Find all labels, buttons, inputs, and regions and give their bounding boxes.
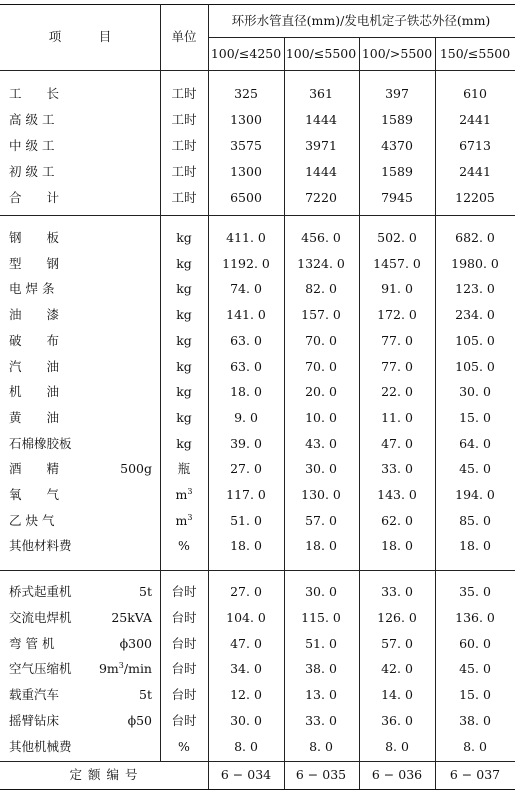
machine-section-rule	[0, 761, 515, 762]
row-value: 2441	[459, 112, 491, 127]
row-name: 合 计	[9, 190, 60, 205]
row-unit: kg	[176, 230, 192, 245]
row-value: 502. 0	[377, 230, 417, 245]
row-value: 104. 0	[226, 609, 266, 625]
row-value: 35. 0	[459, 584, 491, 599]
row-value: 60. 0	[459, 635, 491, 651]
row-unit: 工时	[171, 86, 197, 101]
row-value: 141. 0	[226, 307, 266, 323]
row-value: 7220	[305, 190, 337, 205]
col-header-3: 100/>5500	[361, 46, 433, 61]
row-item	[9, 488, 152, 502]
row-value: 27. 0	[230, 584, 262, 599]
row-value: 143. 0	[377, 487, 417, 502]
row-value: 77. 0	[381, 332, 413, 348]
row-name: 油 漆	[9, 307, 60, 323]
row-item	[9, 514, 152, 528]
row-value: 12205	[455, 190, 495, 205]
row-unit: 工时	[171, 138, 197, 153]
row-value: 234. 0	[455, 307, 495, 323]
row-name: 钢 板	[9, 230, 60, 245]
top-border	[0, 4, 515, 5]
row-value: 30. 0	[459, 384, 491, 400]
row-name: 电 焊 条	[9, 281, 55, 297]
row-unit: kg	[176, 358, 192, 374]
row-spec: 5t	[139, 687, 152, 703]
row-value: 38. 0	[459, 713, 491, 728]
row-item	[9, 113, 152, 127]
material-section-rule	[0, 570, 515, 571]
row-value: 85. 0	[459, 512, 491, 528]
row-item	[9, 637, 152, 651]
row-value: 51. 0	[230, 512, 262, 528]
row-name: 其他机械费	[9, 738, 72, 754]
row-spec: 500g	[120, 461, 152, 477]
row-value: 22. 0	[381, 384, 413, 400]
row-value: 15. 0	[459, 687, 491, 703]
col-rule-unit	[208, 4, 209, 789]
row-value: 8. 0	[385, 738, 409, 754]
row-value: 42. 0	[381, 661, 413, 677]
row-item	[9, 437, 152, 451]
row-value: 62. 0	[381, 512, 413, 528]
header-bottom-rule	[0, 70, 515, 71]
row-value: 91. 0	[381, 281, 413, 297]
row-unit: 台时	[171, 609, 197, 625]
row-unit: kg	[176, 384, 192, 400]
row-item	[9, 662, 152, 676]
row-name: 黄 油	[9, 409, 60, 425]
row-unit: 瓶	[177, 461, 191, 477]
row-value: 45. 0	[459, 661, 491, 677]
row-unit: %	[178, 738, 190, 754]
row-spec: 25kVA	[111, 609, 152, 625]
row-value: 47. 0	[381, 435, 413, 451]
row-value: 397	[385, 86, 409, 101]
row-name: 其他材料费	[9, 538, 72, 554]
col-header-1: 100/≤4250	[210, 46, 282, 61]
row-unit: kg	[176, 307, 192, 323]
col-rule-2	[359, 37, 360, 789]
row-value: 12. 0	[230, 687, 262, 703]
row-unit: 工时	[171, 164, 197, 179]
col-header-2: 100/≤5500	[285, 46, 357, 61]
row-value: 1980. 0	[451, 255, 499, 271]
row-unit: 台时	[171, 584, 197, 599]
row-value: 9. 0	[234, 409, 258, 425]
row-item	[9, 334, 152, 348]
row-name: 摇臂钻床	[9, 713, 60, 728]
row-item	[9, 539, 152, 553]
row-value: 63. 0	[230, 358, 262, 374]
row-item	[9, 740, 152, 754]
row-item	[9, 191, 152, 205]
row-spec: 5t	[139, 584, 152, 599]
row-value: 1457. 0	[373, 255, 421, 271]
row-value: 64. 0	[459, 435, 491, 451]
row-value: 105. 0	[455, 332, 495, 348]
row-unit: 台时	[171, 661, 197, 677]
row-value: 63. 0	[230, 332, 262, 348]
row-value: 2441	[459, 164, 491, 179]
row-value: 33. 0	[381, 584, 413, 599]
row-spec: ϕ50	[127, 713, 152, 728]
row-value: 70. 0	[305, 332, 337, 348]
row-unit: kg	[176, 409, 192, 425]
row-value: 130. 0	[301, 487, 341, 502]
row-value: 14. 0	[381, 687, 413, 703]
row-unit: $m^3$	[175, 512, 193, 528]
col-rule-1	[284, 37, 285, 789]
row-value: 4370	[381, 138, 413, 153]
row-item	[9, 257, 152, 271]
row-value: 47. 0	[230, 635, 262, 651]
row-name: 中 级 工	[9, 138, 55, 153]
row-spec: $9m^3/\min$	[98, 661, 152, 677]
row-value: 1300	[230, 112, 262, 127]
row-value: 1589	[381, 164, 413, 179]
row-value: 411. 0	[226, 230, 266, 245]
row-name: 弯 管 机	[9, 635, 55, 651]
row-name: 汽 油	[9, 358, 60, 374]
row-value: 38. 0	[305, 661, 337, 677]
row-value: 30. 0	[305, 461, 337, 477]
unit-header: 单位	[171, 29, 197, 44]
row-value: 172. 0	[377, 307, 417, 323]
row-spec: ϕ300	[119, 635, 152, 651]
row-item	[9, 585, 152, 599]
row-value: 361	[309, 86, 333, 101]
row-unit: 工时	[171, 190, 197, 205]
row-value: 36. 0	[381, 713, 413, 728]
row-value: 136. 0	[455, 609, 495, 625]
row-value: 123. 0	[455, 281, 495, 297]
row-value: 117. 0	[226, 487, 266, 502]
row-name: 乙 炔 气	[9, 512, 55, 528]
row-item	[9, 282, 152, 296]
col-rule-3	[435, 37, 436, 789]
row-value: 39. 0	[230, 435, 262, 451]
row-name: 型 钢	[9, 255, 60, 271]
row-item	[9, 611, 152, 625]
row-value: 77. 0	[381, 358, 413, 374]
row-value: 1300	[230, 164, 262, 179]
row-value: 610	[463, 86, 487, 101]
row-value: 11. 0	[381, 409, 413, 425]
col-header-4: 150/≤5500	[439, 46, 511, 61]
row-value: 43. 0	[305, 435, 337, 451]
row-value: 57. 0	[305, 512, 337, 528]
row-name: 空气压缩机	[9, 661, 72, 677]
row-name: 桥式起重机	[9, 584, 72, 599]
row-name: 酒 精	[9, 461, 60, 477]
row-item	[9, 411, 152, 425]
quota-code-1: 6 − 034	[220, 767, 272, 782]
row-value: 18. 0	[230, 384, 262, 400]
row-unit: 工时	[171, 112, 197, 127]
row-unit: kg	[176, 435, 192, 451]
row-value: 20. 0	[305, 384, 337, 400]
quota-code-4: 6 − 037	[449, 767, 501, 782]
quota-code-3: 6 − 036	[371, 767, 423, 782]
row-value: 456. 0	[301, 230, 341, 245]
row-unit: 台时	[171, 687, 197, 703]
row-value: 115. 0	[301, 609, 341, 625]
labor-section-rule	[0, 215, 515, 216]
row-unit: 台时	[171, 713, 197, 728]
row-name: 石棉橡胶板	[9, 435, 72, 451]
row-value: 1589	[381, 112, 413, 127]
header-subrule	[208, 37, 515, 38]
row-item	[9, 462, 152, 476]
quota-number-label: 定 额 编 号	[69, 767, 139, 782]
row-value: 3971	[305, 138, 337, 153]
row-value: 105. 0	[455, 358, 495, 374]
row-value: 18. 0	[459, 538, 491, 554]
row-unit: kg	[176, 281, 192, 297]
row-value: 45. 0	[459, 461, 491, 477]
row-name: 机 油	[9, 384, 60, 400]
row-name: 载重汽车	[9, 687, 60, 703]
row-item	[9, 165, 152, 179]
row-value: 10. 0	[305, 409, 337, 425]
row-value: 325	[234, 86, 258, 101]
row-value: 30. 0	[230, 713, 262, 728]
row-unit: $m^3$	[175, 486, 193, 502]
row-unit: kg	[176, 255, 192, 271]
row-name: 破 布	[9, 332, 60, 348]
row-value: 8. 0	[234, 738, 258, 754]
row-value: 1444	[305, 112, 337, 127]
row-value: 18. 0	[305, 538, 337, 554]
row-value: 1444	[305, 164, 337, 179]
row-item	[9, 360, 152, 374]
row-value: 27. 0	[230, 461, 262, 477]
row-value: 6713	[459, 138, 491, 153]
row-name: 工 长	[9, 86, 60, 101]
quota-code-2: 6 − 035	[295, 767, 347, 782]
row-value: 194. 0	[455, 487, 495, 502]
row-value: 13. 0	[305, 687, 337, 703]
row-item	[9, 308, 152, 322]
row-value: 30. 0	[305, 584, 337, 599]
row-value: 15. 0	[459, 409, 491, 425]
row-value: 3575	[230, 138, 262, 153]
row-value: 7945	[381, 190, 413, 205]
row-value: 126. 0	[377, 609, 417, 625]
row-value: 1324. 0	[297, 255, 345, 271]
row-value: 157. 0	[301, 307, 341, 323]
row-value: 33. 0	[381, 461, 413, 477]
row-item	[9, 231, 152, 245]
row-name: 初 级 工	[9, 164, 55, 179]
row-unit: kg	[176, 332, 192, 348]
row-name: 高 级 工	[9, 112, 55, 127]
row-unit: %	[178, 538, 190, 554]
bottom-border	[0, 789, 515, 790]
row-item	[9, 139, 152, 153]
group-header: 环形水管直径(mm)/发电机定子铁芯外径(mm)	[231, 13, 491, 28]
row-value: 8. 0	[309, 738, 333, 754]
row-item	[9, 385, 152, 399]
row-item	[9, 688, 152, 702]
row-value: 18. 0	[381, 538, 413, 554]
row-value: 682. 0	[455, 230, 495, 245]
row-value: 51. 0	[305, 635, 337, 651]
row-item	[9, 87, 152, 101]
row-value: 1192. 0	[222, 255, 270, 271]
row-value: 33. 0	[305, 713, 337, 728]
row-value: 18. 0	[230, 538, 262, 554]
row-value: 34. 0	[230, 661, 262, 677]
row-unit: 台时	[171, 635, 197, 651]
item-header: 项 目	[48, 29, 112, 44]
row-value: 74. 0	[230, 281, 262, 297]
row-value: 70. 0	[305, 358, 337, 374]
row-name: 交流电焊机	[9, 609, 72, 625]
col-rule-item	[160, 4, 161, 761]
row-value: 57. 0	[381, 635, 413, 651]
row-value: 6500	[230, 190, 262, 205]
row-value: 8. 0	[463, 738, 487, 754]
row-value: 82. 0	[305, 281, 337, 297]
row-name: 氧 气	[9, 487, 60, 502]
row-item	[9, 714, 152, 728]
